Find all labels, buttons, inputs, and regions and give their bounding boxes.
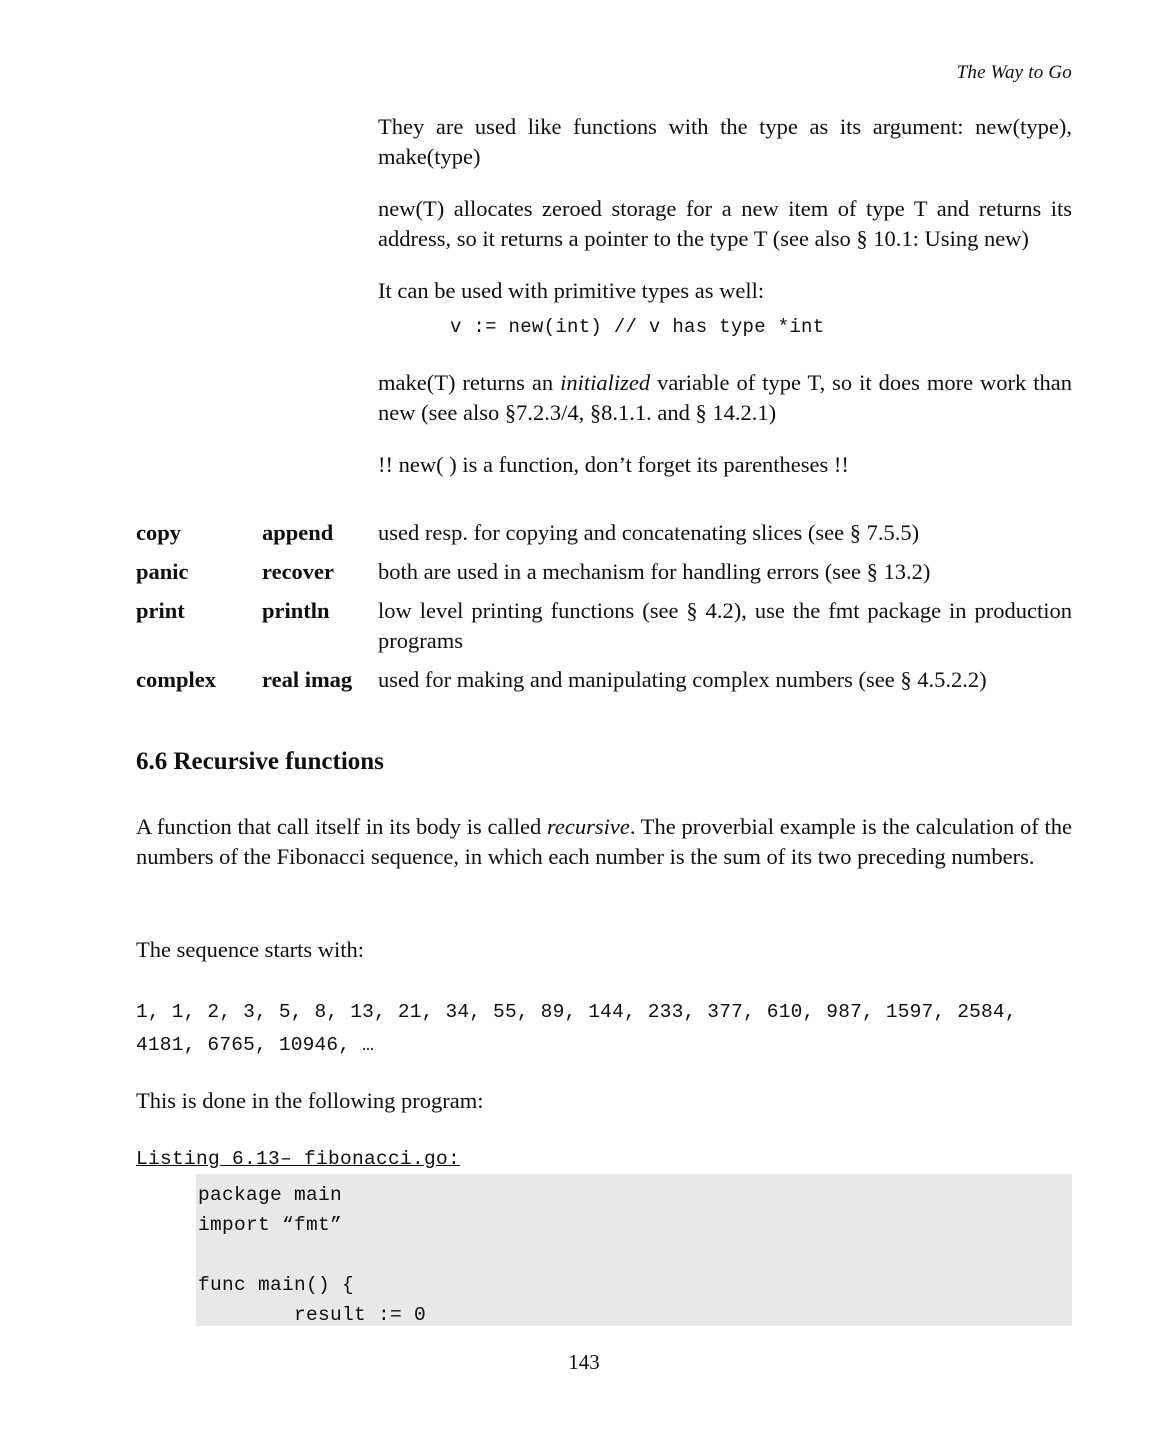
function-name-secondary: recover: [262, 559, 335, 584]
table-row: [136, 665, 1072, 704]
make-text-part1: make(T) returns an: [378, 370, 561, 395]
code-line: import “fmt”: [198, 1214, 343, 1236]
code-line: result := 0: [198, 1304, 427, 1326]
function-name-primary: complex: [136, 667, 216, 692]
function-description: used for making and manipulating complex numbers (see § 4.5.2.2): [378, 667, 987, 692]
recursive-text-part2: . The proverbial example is the calculation of the numbers of the Fibonacci sequence, in which each number is the sum of its two preceding numbers.: [136, 814, 1072, 869]
code-line: package main: [198, 1184, 343, 1206]
function-description: both are used in a mechanism for handling errors (see § 13.2): [378, 559, 931, 584]
make-text-emphasis: initialized: [560, 370, 651, 395]
paragraph-primitive-types: It can be used with primitive types as well:: [378, 278, 765, 303]
function-name-primary: copy: [136, 520, 181, 545]
table-row: [136, 557, 1072, 596]
paragraph-make-returns: [378, 368, 1072, 428]
function-name-secondary: append: [262, 520, 334, 545]
paragraph-new-parentheses-note: !! new( ) is a function, don’t forget its parentheses !!: [378, 452, 849, 477]
function-name-secondary: println: [262, 598, 330, 623]
recursive-text-emphasis: recursive: [546, 814, 630, 839]
code-new-int-example: v := new(int) // v has type *int: [450, 316, 825, 338]
description-column: [378, 112, 1072, 480]
code-line: func main() {: [198, 1274, 355, 1296]
fibonacci-sequence-values: 1, 1, 2, 3, 5, 8, 13, 21, 34, 55, 89, 144, 233, 377, 610, 987, 1597, 2584, 4181, 6765, 10946, …: [136, 1001, 1017, 1056]
function-description: used resp. for copying and concatenating slices (see § 7.5.5): [378, 520, 920, 545]
paragraph-recursive-intro: [136, 812, 1072, 872]
function-name-primary: panic: [136, 559, 189, 584]
listing-label: Listing 6.13– fibonacci.go:: [136, 1148, 461, 1170]
builtin-functions-description: [136, 112, 1072, 484]
page-number: 143: [568, 1350, 600, 1374]
code-listing-fibonacci: [196, 1174, 1072, 1326]
paragraph-new-allocates: new(T) allocates zeroed storage for a new item of type T and returns its address, so it returns a pointer to the type T (see also § 10.1: Using new): [378, 196, 1072, 251]
paragraph-following-program: This is done in the following program:: [136, 1088, 484, 1113]
make-text-part2: variable of type T, so it does more work than new (see also §7.2.3/4, §8.1.1. and § 14.2.1): [378, 370, 1072, 425]
function-description: low level printing functions (see § 4.2), use the fmt package in production programs: [378, 598, 1072, 653]
paragraph-sequence-starts: The sequence starts with:: [136, 937, 365, 962]
paragraph-new-make-usage: They are used like functions with the type as its argument: new(type), make(type): [378, 114, 1072, 169]
function-name-secondary: real imag: [262, 667, 353, 692]
recursive-text-part1: A function that call itself in its body is called: [136, 814, 547, 839]
builtin-functions-table: [136, 518, 1072, 704]
table-row: [136, 596, 1072, 665]
running-header: The Way to Go: [956, 62, 1072, 83]
table-row: [136, 518, 1072, 557]
function-name-primary: print: [136, 598, 185, 623]
code-line: [196, 1240, 1072, 1270]
section-heading-recursive-functions: 6.6 Recursive functions: [136, 748, 384, 775]
